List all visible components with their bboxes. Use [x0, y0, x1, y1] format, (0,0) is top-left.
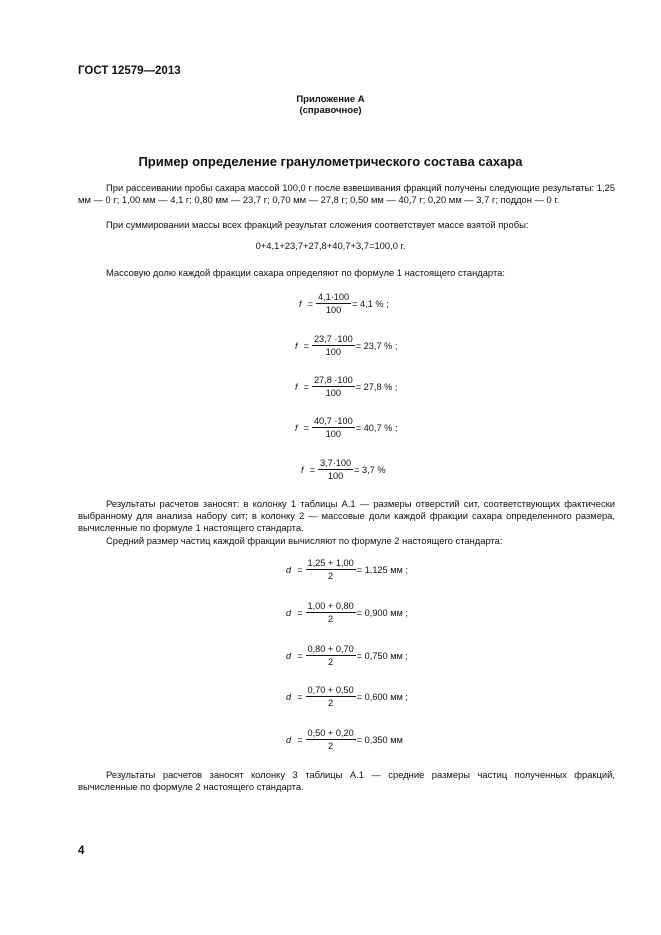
formula-variable: f: [295, 381, 298, 392]
formula-variable: d: [286, 734, 292, 745]
formula-fraction: [312, 334, 355, 357]
formula-variable: d: [286, 564, 292, 575]
formula-numerator: 4,1·100: [317, 292, 350, 302]
formula-denominator: 100: [325, 347, 342, 357]
paragraph-sum-intro: При суммировании массы всех фракций результат сложения соответствует массе взятой пробы:: [106, 219, 529, 230]
formula-denominator: 100: [325, 305, 342, 315]
formula-fraction: [318, 458, 353, 481]
formula-fraction: [306, 728, 356, 751]
formula-numerator: 1,00 + 0,80: [307, 601, 354, 611]
formula-variable: d: [286, 650, 292, 661]
formula-denominator: 2: [328, 571, 334, 581]
formula-fraction: [312, 416, 355, 439]
formula-equals: =: [297, 734, 303, 745]
page-number: 4: [78, 845, 85, 857]
formula-result: = 0,350 мм: [356, 734, 403, 745]
formula-numerator: 23,7 ·100: [313, 334, 353, 344]
formula-result: = 1,125 мм ;: [356, 564, 408, 575]
formula-result: = 3,7 %: [354, 464, 386, 475]
formula-equals: =: [303, 340, 309, 351]
formula-result: = 27,8 % ;: [355, 381, 398, 392]
formula-numerator: 40,7 ·100: [313, 416, 353, 426]
appendix-note: (справочное): [299, 105, 362, 116]
paragraph-size-intro: Средний размер частиц каждой фракции вычисляют по формуле 2 настоящего стандарта:: [106, 535, 503, 546]
formula-fraction: [306, 558, 356, 581]
appendix-label: Приложение А: [296, 94, 365, 105]
size-formula: [286, 685, 408, 708]
formula-denominator: 2: [328, 741, 334, 751]
formula-denominator: 100: [327, 471, 344, 481]
formula-variable: d: [286, 607, 292, 618]
formula-equals: =: [303, 381, 309, 392]
page-title: Пример определение гранулометрического состава сахара: [138, 154, 523, 169]
formula-result: = 23,7 % ;: [355, 340, 398, 351]
formula-result: = 40,7 % ;: [355, 422, 398, 433]
formula-equals: =: [297, 607, 303, 618]
paragraph-mass-intro: Массовую долю каждой фракции сахара определяют по формуле 1 настоящего стандарта:: [106, 267, 505, 278]
formula-variable: f: [295, 340, 298, 351]
formula-equals: =: [297, 691, 303, 702]
formula-denominator: 2: [328, 657, 334, 667]
formula-result: = 0,750 мм ;: [356, 650, 408, 661]
formula-variable: f: [295, 422, 298, 433]
formula-numerator: 1,25 + 1,00: [307, 558, 354, 568]
formula-fraction: [312, 375, 355, 398]
size-formula: [286, 601, 408, 624]
mass-formula: [295, 334, 397, 357]
formula-denominator: 100: [325, 388, 342, 398]
formula-numerator: 3,7·100: [319, 458, 352, 468]
formula-denominator: 2: [328, 614, 334, 624]
formula-numerator: 27,8 ·100: [313, 375, 353, 385]
formula-fraction: [316, 292, 351, 315]
formula-denominator: 100: [325, 429, 342, 439]
formula-variable: f: [299, 298, 302, 309]
mass-formula: [299, 292, 389, 315]
formula-equals: =: [297, 650, 303, 661]
mass-formula: [295, 375, 397, 398]
paragraph-size-results: Результаты расчетов заносят колонку 3 таблицы А.1 — средние размеры частиц полученных фракций, вычисленные по формуле 2 настоящего стандарта.: [78, 769, 615, 793]
formula-denominator: 2: [328, 698, 334, 708]
formula-equals: =: [307, 298, 313, 309]
formula-fraction: [306, 644, 356, 667]
sum-equation: 0+4,1+23,7+27,8+40,7+3,7=100,0 г.: [255, 240, 406, 251]
formula-result: = 0,600 мм ;: [356, 691, 408, 702]
paragraph-results-table: Результаты расчетов заносят: в колонку 1 таблицы А.1 — размеры отверстий сит, соответствующих фактически выбранному для анализа набору сит; в колонку 2 — массовые доли каждой фракции сахара определенного размера, вычисленные по формуле 1 настоящего стандарта.: [78, 498, 615, 534]
size-formula: [286, 728, 403, 751]
formula-numerator: 0,70 + 0,50: [307, 685, 354, 695]
formula-equals: =: [309, 464, 315, 475]
formula-result: = 4,1 % ;: [352, 298, 389, 309]
formula-equals: =: [297, 564, 303, 575]
formula-fraction: [306, 601, 356, 624]
formula-equals: =: [303, 422, 309, 433]
formula-numerator: 0,80 + 0,70: [307, 644, 354, 654]
formula-variable: d: [286, 691, 292, 702]
formula-result: = 0,900 мм ;: [356, 607, 408, 618]
formula-fraction: [306, 685, 356, 708]
size-formula: [286, 558, 408, 581]
document-header: ГОСТ 12579—2013: [78, 65, 181, 77]
paragraph-sieving-results: При рассеивании пробы сахара массой 100,0 г после взвешивания фракций получены следующие результаты: 1,25 мм — 0 г; 1,00 мм — 4,1 г; 0,80 мм — 23,7 г; 0,70 мм — 27,8 г; 0,50 мм — 40,7 г; 0,20 мм — 3,7 г; поддон — 0 г.: [78, 182, 615, 206]
mass-formula: [295, 416, 397, 439]
mass-formula: [301, 458, 386, 481]
size-formula: [286, 644, 408, 667]
formula-variable: f: [301, 464, 304, 475]
formula-numerator: 0,50 + 0,20: [307, 728, 354, 738]
